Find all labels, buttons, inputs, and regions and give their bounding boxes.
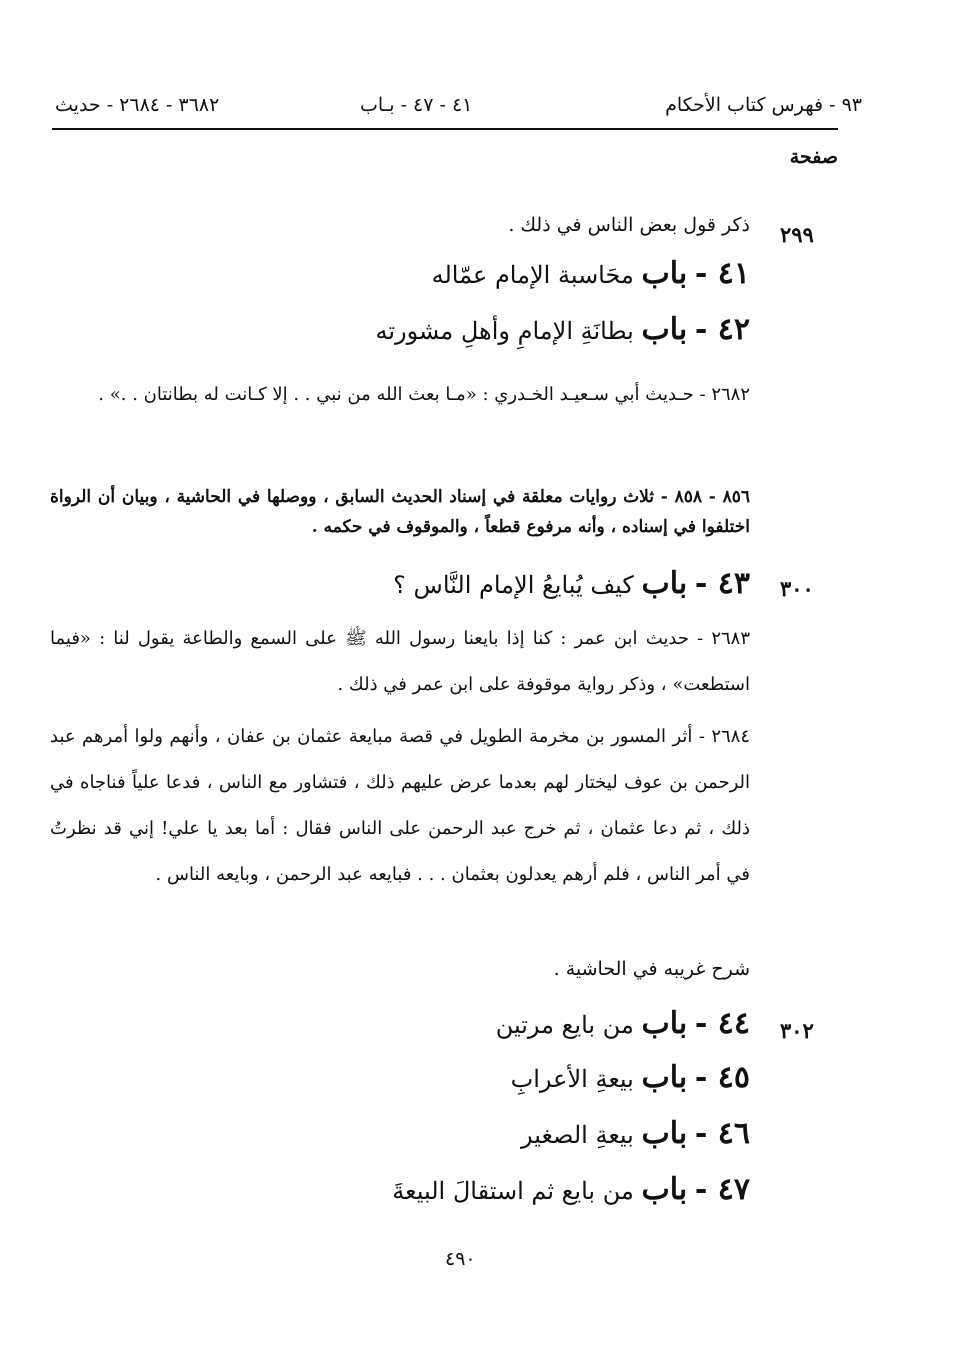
page-ref-302: ٣٠٢: [780, 1018, 814, 1043]
running-header-right: ٩٣ - فهرس كتاب الأحكام: [665, 94, 862, 116]
chapter-title: كيف يُبايعُ الإمام النَّاس ؟: [393, 571, 634, 599]
athar-2684: ٢٦٨٤ - أثر المسور بن مخرمة الطويل في قصة مبايعة عثمان بن عفان ، وأنهم ولوا أمرهم عبد الرحمن بن عوف ليختار لهم بعدما عرض عليهم ذلك ، فتشاور مع الناس ، فدعا علياً فناجاه في ذلك ، ثم دعا عثمان ، ثم خرج عبد الرحمن على الناس فقال : أما بعد يا علي! إني قد نظرتُ في أمر الناس ، فلم أرهم يعدلون بعثمان . . . فبايعه عبد الرحمن ، وبايعه الناس .: [50, 726, 750, 885]
running-header-left: ٣٦٨٢ - ٢٦٨٤ - حديث: [55, 94, 220, 116]
chapter-bab: باب: [641, 312, 688, 347]
chapter-heading-44: [496, 1006, 750, 1041]
chapter-bab: باب: [641, 1172, 688, 1207]
chapter-heading-46: [521, 1116, 750, 1151]
chapter-bab: باب: [641, 256, 688, 291]
chapter-heading-43: [393, 566, 750, 601]
chapter-bab: باب: [641, 566, 688, 601]
chapter-bab: باب: [641, 1116, 688, 1151]
entry-text: ذكر قول بعض الناس في ذلك .: [508, 214, 750, 236]
chapter-number: ٤٣ -: [694, 566, 750, 601]
chapter-number: ٤٢ -: [694, 312, 750, 347]
chapter-heading-41: [432, 256, 750, 291]
chapter-number: ٤٦ -: [694, 1116, 750, 1151]
page-number: ٤٩٠: [445, 1248, 476, 1270]
chapter-number: ٤١ -: [694, 256, 750, 291]
gharib-note: شرح غريبه في الحاشية .: [553, 958, 750, 980]
note-856-858: ٨٥٦ - ٨٥٨ - ثلاث روايات معلقة في إسناد الحديث السابق ، ووصلها في الحاشية ، وبيان أن الرواة اختلفوا في إسناده ، وأنه مرفوع قطعاً ، والموقوف في حكمه .: [50, 487, 750, 537]
page-ref-299: ٢٩٩: [780, 222, 814, 247]
hadith-2683: ٢٦٨٣ - حديث ابن عمر : كنا إذا بايعنا رسول الله ﷺ على السمع والطاعة يقول لنا : «فيما استطعت» ، وذكر رواية موقوفة على ابن عمر في ذلك .: [50, 628, 750, 695]
chapter-number: ٤٤ -: [694, 1006, 750, 1041]
header-rule: [52, 128, 838, 130]
chapter-number: ٤٧ -: [694, 1172, 750, 1207]
page-column-label: صفحة: [789, 146, 838, 168]
chapter-title: من بايع ثم استقالَ البيعةَ: [392, 1177, 634, 1205]
chapter-heading-47: [392, 1172, 750, 1207]
chapter-bab: باب: [641, 1006, 688, 1041]
hadith-2682: ٢٦٨٢ - حـديث أبي سـعيـد الخـدري : «مـا بعث الله من نبي . . إلا كـانت له بطانتان . .» .: [98, 384, 750, 405]
chapter-title: بيعةِ الصغير: [520, 1121, 634, 1149]
running-header-center: ٤١ - ٤٧ - بـاب: [360, 94, 473, 116]
chapter-title: بطانَةِ الإمامِ وأهلِ مشورته: [375, 317, 634, 345]
chapter-heading-45: [511, 1060, 750, 1095]
chapter-title: بيعةِ الأعرابِ: [510, 1065, 634, 1093]
chapter-number: ٤٥ -: [694, 1060, 750, 1095]
chapter-title: محَاسبة الإمام عمّاله: [431, 261, 634, 289]
chapter-title: من بايع مرتين: [495, 1011, 634, 1039]
chapter-bab: باب: [641, 1060, 688, 1095]
page-ref-300: ٣٠٠: [780, 576, 814, 601]
chapter-heading-42: [375, 312, 750, 347]
